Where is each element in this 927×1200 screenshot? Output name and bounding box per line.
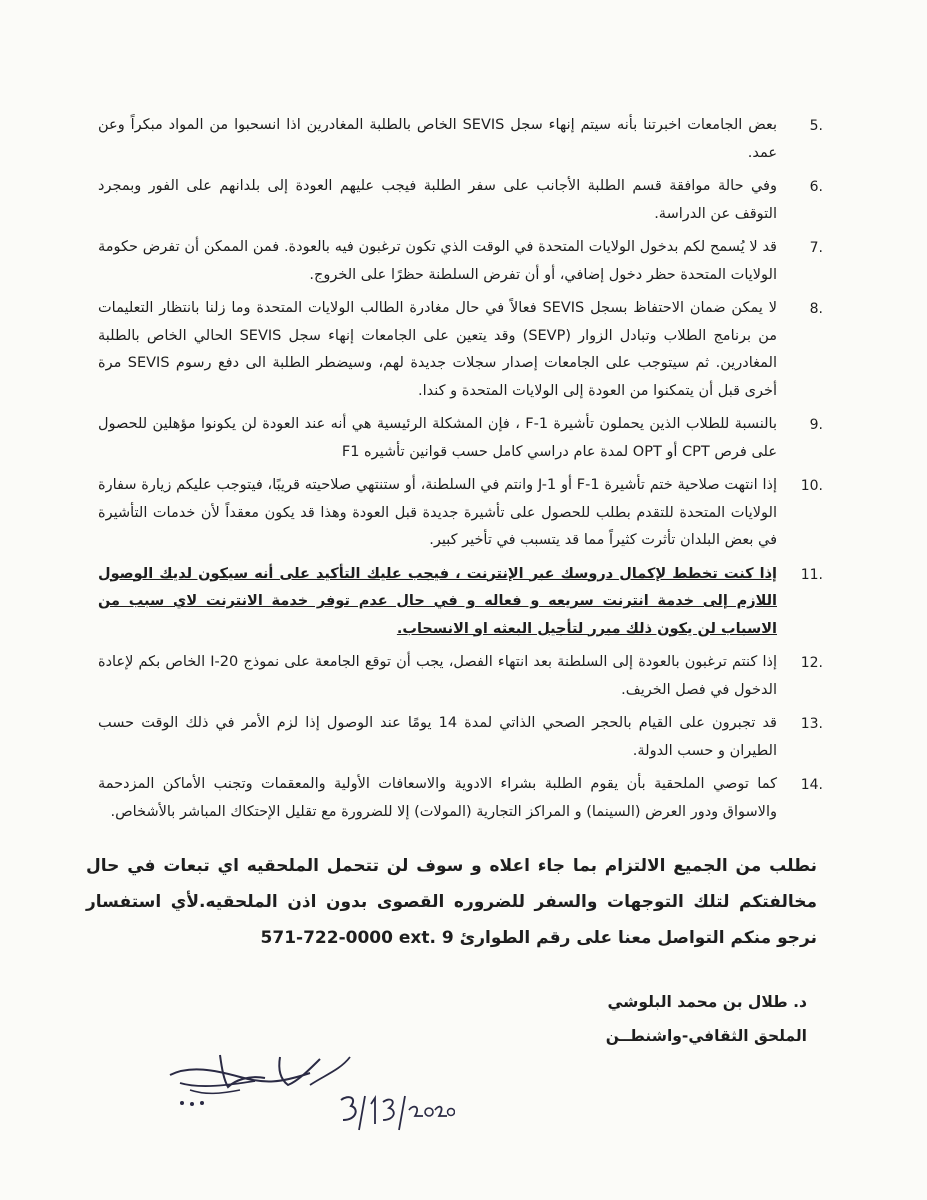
item-number: 12.: [800, 655, 823, 671]
signature-block: [507, 985, 807, 1053]
item-number: 7.: [809, 240, 823, 256]
list-item: [98, 295, 823, 405]
item-number: 14.: [800, 777, 823, 793]
item-number: 13.: [800, 716, 823, 732]
item-text: قد تجبرون على القيام بالحجر الصحي الذاتي لمدة 14 يومًا عند الوصول إذا لزم الأمر في ذلك الوقت حسب الطيران و حسب الدولة.: [98, 715, 777, 759]
list-item-underlined: [98, 561, 823, 644]
item-text: إذا انتهت صلاحية ختم تأشيرة F-1 أو J-1 وانتم في السلطنة، أو ستنتهي صلاحيته قريبًا، فيتوجب عليكم زيارة سفارة الولايات المتحدة للتقدم بطلب للحصول على تأشيرة جديدة قبل العودة وهذا قد يكون معقداً لأن خدمات التأشيرة في بعض البلدان تأثرت كثيراً مما قد يتسبب في تأخير كبير.: [98, 477, 777, 548]
item-number: 6.: [809, 179, 823, 195]
emergency-phone: 571-722-0000 ext. 9: [260, 928, 454, 948]
handwritten-date: [335, 1090, 455, 1138]
item-text: لا يمكن ضمان الاحتفاظ بسجل SEVIS فعالاً في حال مغادرة الطالب الولايات المتحدة وما زلنا بانتظار التعليمات من برنامج الطلاب وتبادل الزوار (SEVP) وقد يتعين على الجامعات إنهاء سجل SEVIS الحالي الخاص بالطلبة المغادرين. ثم سيتوجب على الجامعات إصدار سجلات جديدة لهم، وسيضطر الطلبة الى دفع رسوم SEVIS مرة أخرى قبل أن يتمكنوا من العودة إلى الولايات المتحدة و كندا.: [98, 300, 777, 399]
item-text: إذا كنتم ترغبون بالعودة إلى السلطنة بعد انتهاء الفصل، يجب أن توقع الجامعة على نموذج I-20 الخاص بكم لإعادة الدخول في فصل الخريف.: [98, 654, 777, 698]
instruction-list: [98, 112, 823, 832]
list-item: [98, 771, 823, 826]
item-text: إذا كنت تخطط لإكمال دروسك عبر الإنترنت ، فيجب عليك التأكيد على أنه سيكون لديك الوصول اللازم إلى خدمة انترنت سريعه و فعاله و في حال عدم توفر خدمة الانترنت لاي سبب من الاسباب لن يكون ذلك مبرر لتأجيل البعثه او الانسحاب.: [98, 565, 777, 637]
item-number: 5.: [809, 118, 823, 134]
item-text: بعض الجامعات اخبرتنا بأنه سيتم إنهاء سجل SEVIS الخاص بالطلبة المغادرين اذا انسحبوا من المواد مبكراً وعن عمد.: [98, 117, 777, 161]
item-text: كما توصي الملحقية بأن يقوم الطلبة بشراء الادوية والاسعافات الأولية والمعقمات وتجنب الأماكن المزدحمة والاسواق ودور العرض (السينما) و المراكز التجارية (المولات) إلا للضرورة مع تقليل الإحتكاك المباشر بالأشخاص.: [98, 776, 777, 820]
item-number: 8.: [809, 301, 823, 317]
list-item: [98, 411, 823, 466]
handwritten-signature: [160, 1045, 360, 1115]
closing-paragraph: [86, 848, 817, 956]
list-item: [98, 649, 823, 704]
list-item: [98, 710, 823, 765]
item-text: بالنسبة للطلاب الذين يحملون تأشيرة F-1 ، فإن المشكلة الرئيسية هي أنه عند العودة لن يكونوا مؤهلين للحصول على فرص CPT أو OPT لمدة عام دراسي كامل حسب قوانين تأشيره F1: [98, 416, 778, 460]
item-number: 11.: [800, 566, 823, 583]
list-item: [98, 173, 823, 228]
item-number: 10.: [800, 478, 823, 494]
list-item: [98, 472, 823, 555]
list-item: [98, 112, 823, 167]
signatory-name: د. طلال بن محمد البلوشي: [607, 993, 807, 1011]
item-number: 9.: [809, 417, 823, 433]
signatory-title: الملحق الثقافي-واشنطــن: [605, 1027, 807, 1045]
item-text: قد لا يُسمح لكم بدخول الولايات المتحدة في الوقت الذي تكون ترغبون فيه بالعودة. فمن الممكن أن تفرض حكومة الولايات المتحدة حظر دخول إضافي، أو أن تفرض السلطنة حظرًا على الخروج.: [98, 239, 777, 283]
item-text: وفي حالة موافقة قسم الطلبة الأجانب على سفر الطلبة فيجب عليهم العودة إلى بلدانهم على الفور وبمجرد التوقف عن الدراسة.: [98, 178, 777, 222]
list-item: [98, 234, 823, 289]
closing-text: نطلب من الجميع الالتزام بما جاء اعلاه و سوف لن تتحمل الملحقيه اي تبعات في حال مخالفتكم لتلك التوجهات والسفر للضروره القصوى بدون اذن الملحقيه.لأي استفسار نرجو منكم التواصل معنا على رقم الطوارئ: [86, 856, 817, 948]
